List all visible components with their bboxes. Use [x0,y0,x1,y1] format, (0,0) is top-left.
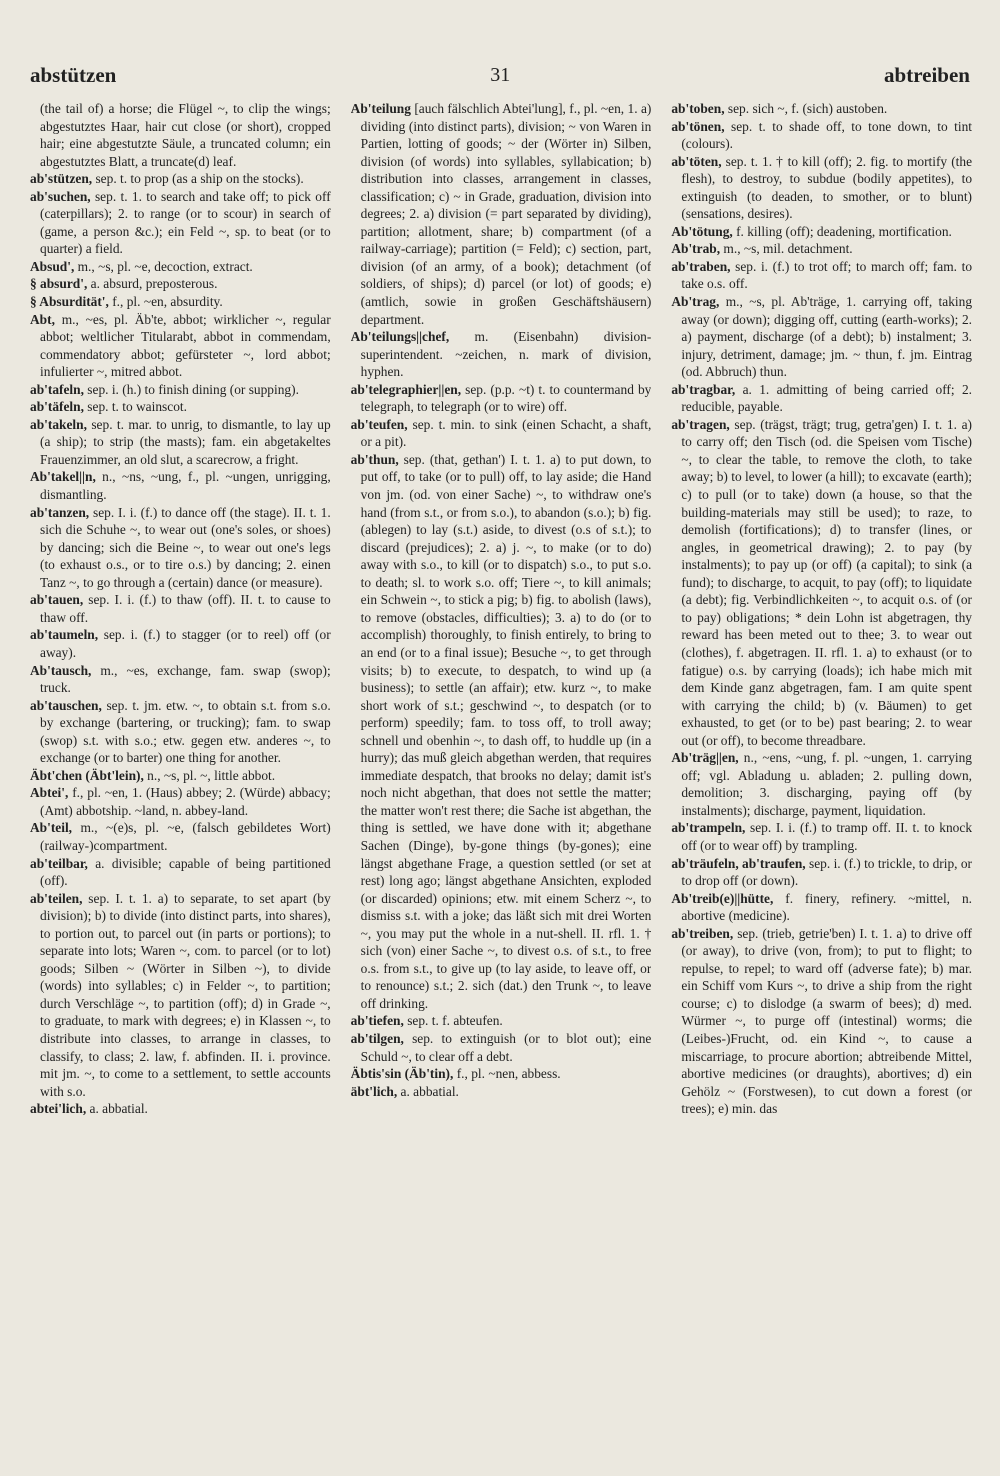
entry-text: sep. i. (f.) to trot off; to march off; fam. to take o.s. off. [681,258,973,292]
headword: Äbt'chen (Äbt'lein), [30,767,144,783]
entry-text: sep. (that, gethan') I. t. 1. a) to put down, to put off, to take (or to pull) off, to lay aside; die Hand von jm. (od. von einer Sache) ~, to withdraw one's hand (from s.t., or from s.o.), to abandon (s.o.); b) fig. (ablegen) to lay (s.t.) aside, to divest (o.s of s.t.); to discard (prejudices); 2. a) j. ~, to make (or to do) away with s.o., to kill (or to dispatch) s.o., to put s.o. to death; sl. to work s.o. off; Tiere ~, to kill animals; ein Schwein ~, to stick a pig; b) fig. to abolish (laws), to remove (obstacles, difficulties); 3. a) to do (or to accomplish) thoroughly, to finish entirely, to bring to an end (or to a final issue); Besuche ~, to get through visits; b) to execute, to despatch, to wind up (a business); to settle (an affair); etw. kurz ~, to make short work of s.t.; geschwind ~, to despatch (or to perform) speedily; fam. to toss off, to troll away; schnell und obenhin ~, to dash off, to huddle up (in a hurry); das muß gleich abgethan werden, that requires immediate despatch, that brooks no delay; damit ist's noch nicht abgethan, that does not settle the matter; the matter won't rest there; die Sache ist abgethan, the thing is settled, we have done with it; abgethane Sachen (Dinge), by-gone things (by-gones); eine längst abgethane Frage, a question settled (or set at rest) long ago; längst abgethane Ansichten, exploded (or discarded) opinions; etw. mit einem Scherz ~, to dismiss s.t. with a joke; das läßt sich mit drei Worten ~, you may put the whole in a nut-shell. II. rfl. 1. † sich (von) einer Sache ~, to divest o.s. of s.t., to free o.s. from s.t., to give up (to lay aside, to leave off, or to renounce) s.t.; 2. sich (dat.) den Trunk ~, to leave off drinking. [360,451,652,1011]
headword: ab'töten, [671,153,722,169]
dictionary-entry [671,258,972,293]
entry-text: n., ~ns, ~ung, f., pl. ~ungen, unrigging, dismantling. [40,469,331,503]
dictionary-entry [671,223,972,241]
entry-text: sep. i. (f.) to trickle, to drip, or to drop off (or down). [681,855,973,889]
headword: ab'taumeln, [30,627,99,643]
dictionary-entry [671,416,972,749]
dictionary-entry [671,153,972,223]
left-guide-word: abstützen [30,62,117,87]
dictionary-entry [30,890,331,1101]
dictionary-entry [30,626,331,661]
dictionary-entry [351,100,652,328]
headword: Ab'trab, [671,241,721,257]
headword: ab'träufeln, ab'traufen, [671,855,806,871]
dictionary-entry [30,662,331,697]
headword: ab'teilbar, [30,855,88,871]
entry-text: m., ~es, pl. Äb'te, abbot; wirklicher ~, regular abbot; weltlicher Titularabt, abbot in commendam, commendatory abbot; gefürsteter ~, lord abbot; infulierter ~, mitred abbot. [40,311,331,380]
dictionary-entry [30,416,331,469]
entry-text: m., ~s, pl. ~e, decoction, extract. [74,258,253,274]
entry-text: sep. t. to shade off, to tone down, to tint (colours). [681,118,973,152]
dictionary-entry [351,451,652,1013]
entry-text: m. (Eisenbahn) division-superintendent. ~zeichen, n. mark of division, hyphen. [360,329,652,380]
entry-text: f. killing (off); deadening, mortification. [732,223,952,239]
dictionary-entry [351,1065,652,1083]
entry-text: sep. i. (f.) to stagger (or to reel) off (or away). [40,627,331,660]
right-guide-word: abtreiben [884,62,970,87]
headword: Ab'tausch, [30,662,92,678]
entry-text: m., ~s, mil. detachment. [720,241,853,257]
column-2 [351,100,652,1445]
entry-text: sep. t. min. to sink (einen Schacht, a shaft, or a pit). [360,416,652,450]
headword: abtei'lich, [30,1101,87,1117]
entry-text: a. abbatial. [86,1101,148,1117]
dictionary-entry [351,416,652,451]
dictionary-entry [30,767,331,785]
dictionary-entry [30,311,331,381]
headword: ab'tiefen, [350,1013,404,1029]
entry-text: sep. I. i. (f.) to thaw (off). II. t. to cause to thaw off. [40,592,331,625]
headword: ab'teufen, [350,416,408,432]
dictionary-entry [30,258,331,276]
dictionary-entry [671,381,972,416]
entry-text: a. abbatial. [397,1083,459,1099]
headword: Ab'teil, [30,820,73,836]
entry-text: a. 1. admitting of being carried off; 2. reducible, payable. [681,381,973,415]
dictionary-entry [30,1100,331,1118]
entry-text: [auch fälschlich Abtei'lung], f., pl. ~en, 1. a) dividing (into distinct parts), division; ~ von Waren in Partien, lotting of goods; ~ der (Wörter in) Silben, division (of words) into syllables, syllabication; b) distribution into classes, arrangement in classes, classification; c) ~ in Grade, graduation, division into degrees; 2. a) division (= part separated by dividing), partition; allotment, share; b) compartment (of a railway-carriage); partition (= Feld); c) section, part, division (of an army, of a book); detachment (of soldiers, of ships); d) parcel (or lot) of goods; e) (amtlich, sowie in großen Geschäftshäusern) department. [360,101,652,327]
entry-text: sep. t. jm. etw. ~, to obtain s.t. from s.o. by exchange (bartering, or trucking); fam. to swap (swop) s.t. with s.o.; etw. gegen etw. anderes ~, to exchange (or to barter) one thing for another. [40,697,331,766]
headword: ab'tanzen, [30,504,90,520]
headword: Absud', [30,258,75,274]
entry-text: m., ~es, exchange, fam. swap (swop); truck. [40,662,331,696]
headword: ab'tragen, [671,416,730,432]
headword: ab'trampeln, [671,820,746,836]
headword: § absurd', [30,276,88,292]
dictionary-entry [30,784,331,819]
dictionary-entry [30,468,331,503]
column-1 [30,100,331,1445]
headword: ab'takeln, [30,416,87,432]
dictionary-entry [30,100,331,170]
dictionary-entry [351,381,652,416]
dictionary-entry [30,855,331,890]
headword: Ab'teilungs||chef, [350,329,450,345]
entry-text: a. absurd, preposterous. [87,276,218,292]
headword: ab'tönen, [671,118,725,134]
entry-text: sep. t. f. abteufen. [403,1013,503,1029]
dictionary-entry [671,100,972,118]
headword: ab'toben, [671,101,725,116]
dictionary-entry [30,293,331,311]
headword: ab'tauen, [30,592,84,608]
entry-text: sep. (p.p. ~t) t. to countermand by telegraph, to telegraph (or to wire) off. [360,381,652,415]
dictionary-entry [671,118,972,153]
page-number: 31 [490,63,511,86]
headword: Äbtis'sin (Äb'tin), [350,1066,454,1082]
entry-text: a. divisible; capable of being partitioned (off). [40,855,331,889]
entry-text: f., pl. ~nen, abbess. [453,1066,561,1082]
dictionary-entry [351,1030,652,1065]
dictionary-entry [30,398,331,416]
dictionary-entry [30,591,331,626]
headword: § Absurdität', [30,294,109,310]
dictionary-entry [671,890,972,925]
headword: äbt'lich, [350,1083,398,1099]
entry-text: n., ~s, pl. ~, little abbot. [143,767,276,783]
dictionary-entry [30,170,331,188]
entry-text: f. finery, refinery. ~mittel, n. abortive (medicine). [681,890,973,924]
dictionary-entry [30,381,331,399]
headword: ab'telegraphier||en, [350,381,462,397]
running-header [30,58,970,92]
dictionary-entry [671,925,972,1118]
entry-text: sep. I. t. 1. a) to separate, to set apart (by division); b) to divide (into distinct parts, into shares), to portion out, to parcel out (in parts or portions); to separate into lots; Waren ~, com. to parcel (or to lot) goods; Silben ~ (Wörter in Silben ~), to divide (words) into syllables; c) in Felder ~, to partition; durch Verschläge ~, to partition (off); d) in Grade ~, to graduate, to mark with degrees; e) in Klassen ~, to distribute into classes, to arrange in classes, to classify, to class; 2. law, f. abfinden. II. i. province. mit jm. ~, to come to a settlement, to settle accounts with s.o. [40,890,331,1099]
headword: Ab'teilung [350,101,411,116]
entry-text: f., pl. ~en, absurdity. [108,294,223,310]
headword: Ab'takel||n, [30,469,96,485]
headword: ab'traben, [671,258,731,274]
entry-text: sep. t. 1. to search and take off; to pick off (caterpillars); 2. to range (or to scour) in search of (game, a person &c.); ein Feld ~, sp. to beat (or to quarter) a field. [40,188,331,257]
dictionary-entry [30,188,331,258]
headword: Ab'tötung, [671,223,733,239]
dictionary-entry [671,240,972,258]
entry-text: sep. t. 1. † to kill (off); 2. fig. to mortify (the flesh), to destroy, to subdue (bodily appetites), to extinguish (to deaden, to smother, or to blunt) (sensations, desires). [681,153,973,222]
entry-text: m., ~(e)s, pl. ~e, (falsch gebildetes Wort) (railway-)compartment. [40,820,331,853]
headword: ab'tauschen, [30,697,102,713]
dictionary-entry [30,697,331,767]
headword: Ab'treib(e)||hütte, [671,890,774,906]
dictionary-entry [671,749,972,819]
entry-text: sep. t. to wainscot. [83,399,187,415]
dictionary-entry [351,1083,652,1101]
entry-text: sep. I. i. (f.) to dance off (the stage). II. t. 1. sich die Schuhe ~, to wear out (one's soles, or shoes) by dancing; sich die Beine ~, to wear out one's legs (to exhaust o.s., or to tire o.s.) by dancing; 2. einen Tanz ~, to go through a (certain) dance (or measure). [40,504,331,590]
dictionary-entry [30,819,331,854]
headword: ab'stützen, [30,171,93,187]
dictionary-entry [351,1012,652,1030]
dictionary-entry [671,293,972,381]
dictionary-entry [351,328,652,381]
entry-text: n., ~ens, ~ung, f. pl. ~ungen, 1. carrying off; vgl. Abladung u. abladen; 2. pulling down, demolition; 3. discharging, paying off (by instalments); discharge, payment, liquidation. [681,750,973,818]
headword: ab'täfeln, [30,399,84,415]
entry-text: sep. i. (h.) to finish dining (or supping). [83,381,299,397]
headword: Ab'trag, [671,294,720,310]
entry-text: sep. t. to prop (as a ship on the stocks). [92,171,304,187]
entry-text: sep. (trieb, getrie'ben) I. t. 1. a) to drive off (or away), to drive (von, from); to put to flight; to repulse, to repel; to ward off (adverse fate); b) mar. ein Schiff vom Kurs ~, to drive a ship from the right course; c) to dislodge (a swarm of bees); d) med. Würmer ~, to purge off (intestinal) worms; die (Leibes-)Frucht, od. ein Kind ~, to cause a miscarriage, to procure abortion; abtreibende Mittel, abortive medicines (or draughts), abortives; d) ein Gehölz ~ (Forstwesen), to cut down a forest (or trees); e) min. das [681,925,973,1117]
headword: ab'tragbar, [671,381,736,397]
headword: ab'suchen, [30,188,91,204]
headword: ab'teilen, [30,890,83,906]
headword: Abtei', [30,785,69,801]
dictionary-entry [30,504,331,592]
entry-text: sep. I. i. (f.) to tramp off. II. t. to knock off (or to wear off) by trampling. [681,820,973,853]
headword: ab'tilgen, [350,1030,404,1046]
headword: ab'tafeln, [30,381,84,397]
headword: ab'treiben, [671,925,734,941]
entry-text: sep. t. mar. to unrig, to dismantle, to lay up (a ship); to strip (the masts); fam. ein abgetakeltes Frauenzimmer, an old slut, a scarecrow, a fright. [40,416,331,467]
entry-text: sep. to extinguish (or to blot out); eine Schuld ~, to clear off a debt. [360,1030,652,1064]
dictionary-entry [671,855,972,890]
entry-text: sep. (trägst, trägt; trug, getra'gen) I. t. 1. a) to carry off; den Tisch (od. die Speisen vom Tische) ~, to clear the table, to remove the cloth, to take away; b) to level, to lower (a hill); to excavate (earth); c) to pull (or to take) down (a house, so that the building-materials may still be used); to raze, to demolish (fortifications); d) to transfer (lines, or angles, in geometrical drawing); 2. to pay (by instalments); to pay up (or off) (a capital); to sink (a fund); to discharge, to acquit, to pay (off); to liquidate (a debt); fig. Verbindlichkeiten ~, to acquit o.s. of (or to pay) obligations; * dein Lohn ist abgetragen, thy reward has been meted out to thee; 3. to wear out (clothes), f. abgetragen. II. rfl. 1. a) to exhaust (or to fatigue) o.s. by carrying (loads); ich habe mich mit dem Kinde ganz abgetragen, fam. I am quite spent with carrying the child; b) (v. Bäumen) to get exhausted, to get (or to be) past bearing; 2. to wear out (or off), to become threadbare. [681,416,973,748]
dictionary-entry [30,275,331,293]
entry-text: sep. sich ~, f. (sich) austoben. [724,101,888,116]
headword: ab'thun, [350,451,399,467]
headword: Abt, [30,311,55,327]
headword: Ab'träg||en, [671,750,739,766]
entry-text: (the tail of) a horse; die Flügel ~, to clip the wings; abgestutztes Haar, hair cut close (or short), cropped hair; eine abgestutzte Säule, a truncated column; ein abgestutztes Blatt, a truncate(d) leaf. [40,101,331,169]
dictionary-entry [671,819,972,854]
entry-text: m., ~s, pl. Ab'träge, 1. carrying off, taking away (or down); digging off, cutting (earth-works); 2. a) payment, discharge (of a debt); b) instalment; 3. injury, detriment, damage; jm. ~ thun, f. jm. Eintrag (od. Abbruch) thun. [681,294,973,380]
column-3 [671,100,972,1445]
columns [30,100,972,1445]
entry-text: f., pl. ~en, 1. (Haus) abbey; 2. (Würde) abbacy; (Amt) abbotship. ~land, n. abbey-land. [40,785,331,818]
